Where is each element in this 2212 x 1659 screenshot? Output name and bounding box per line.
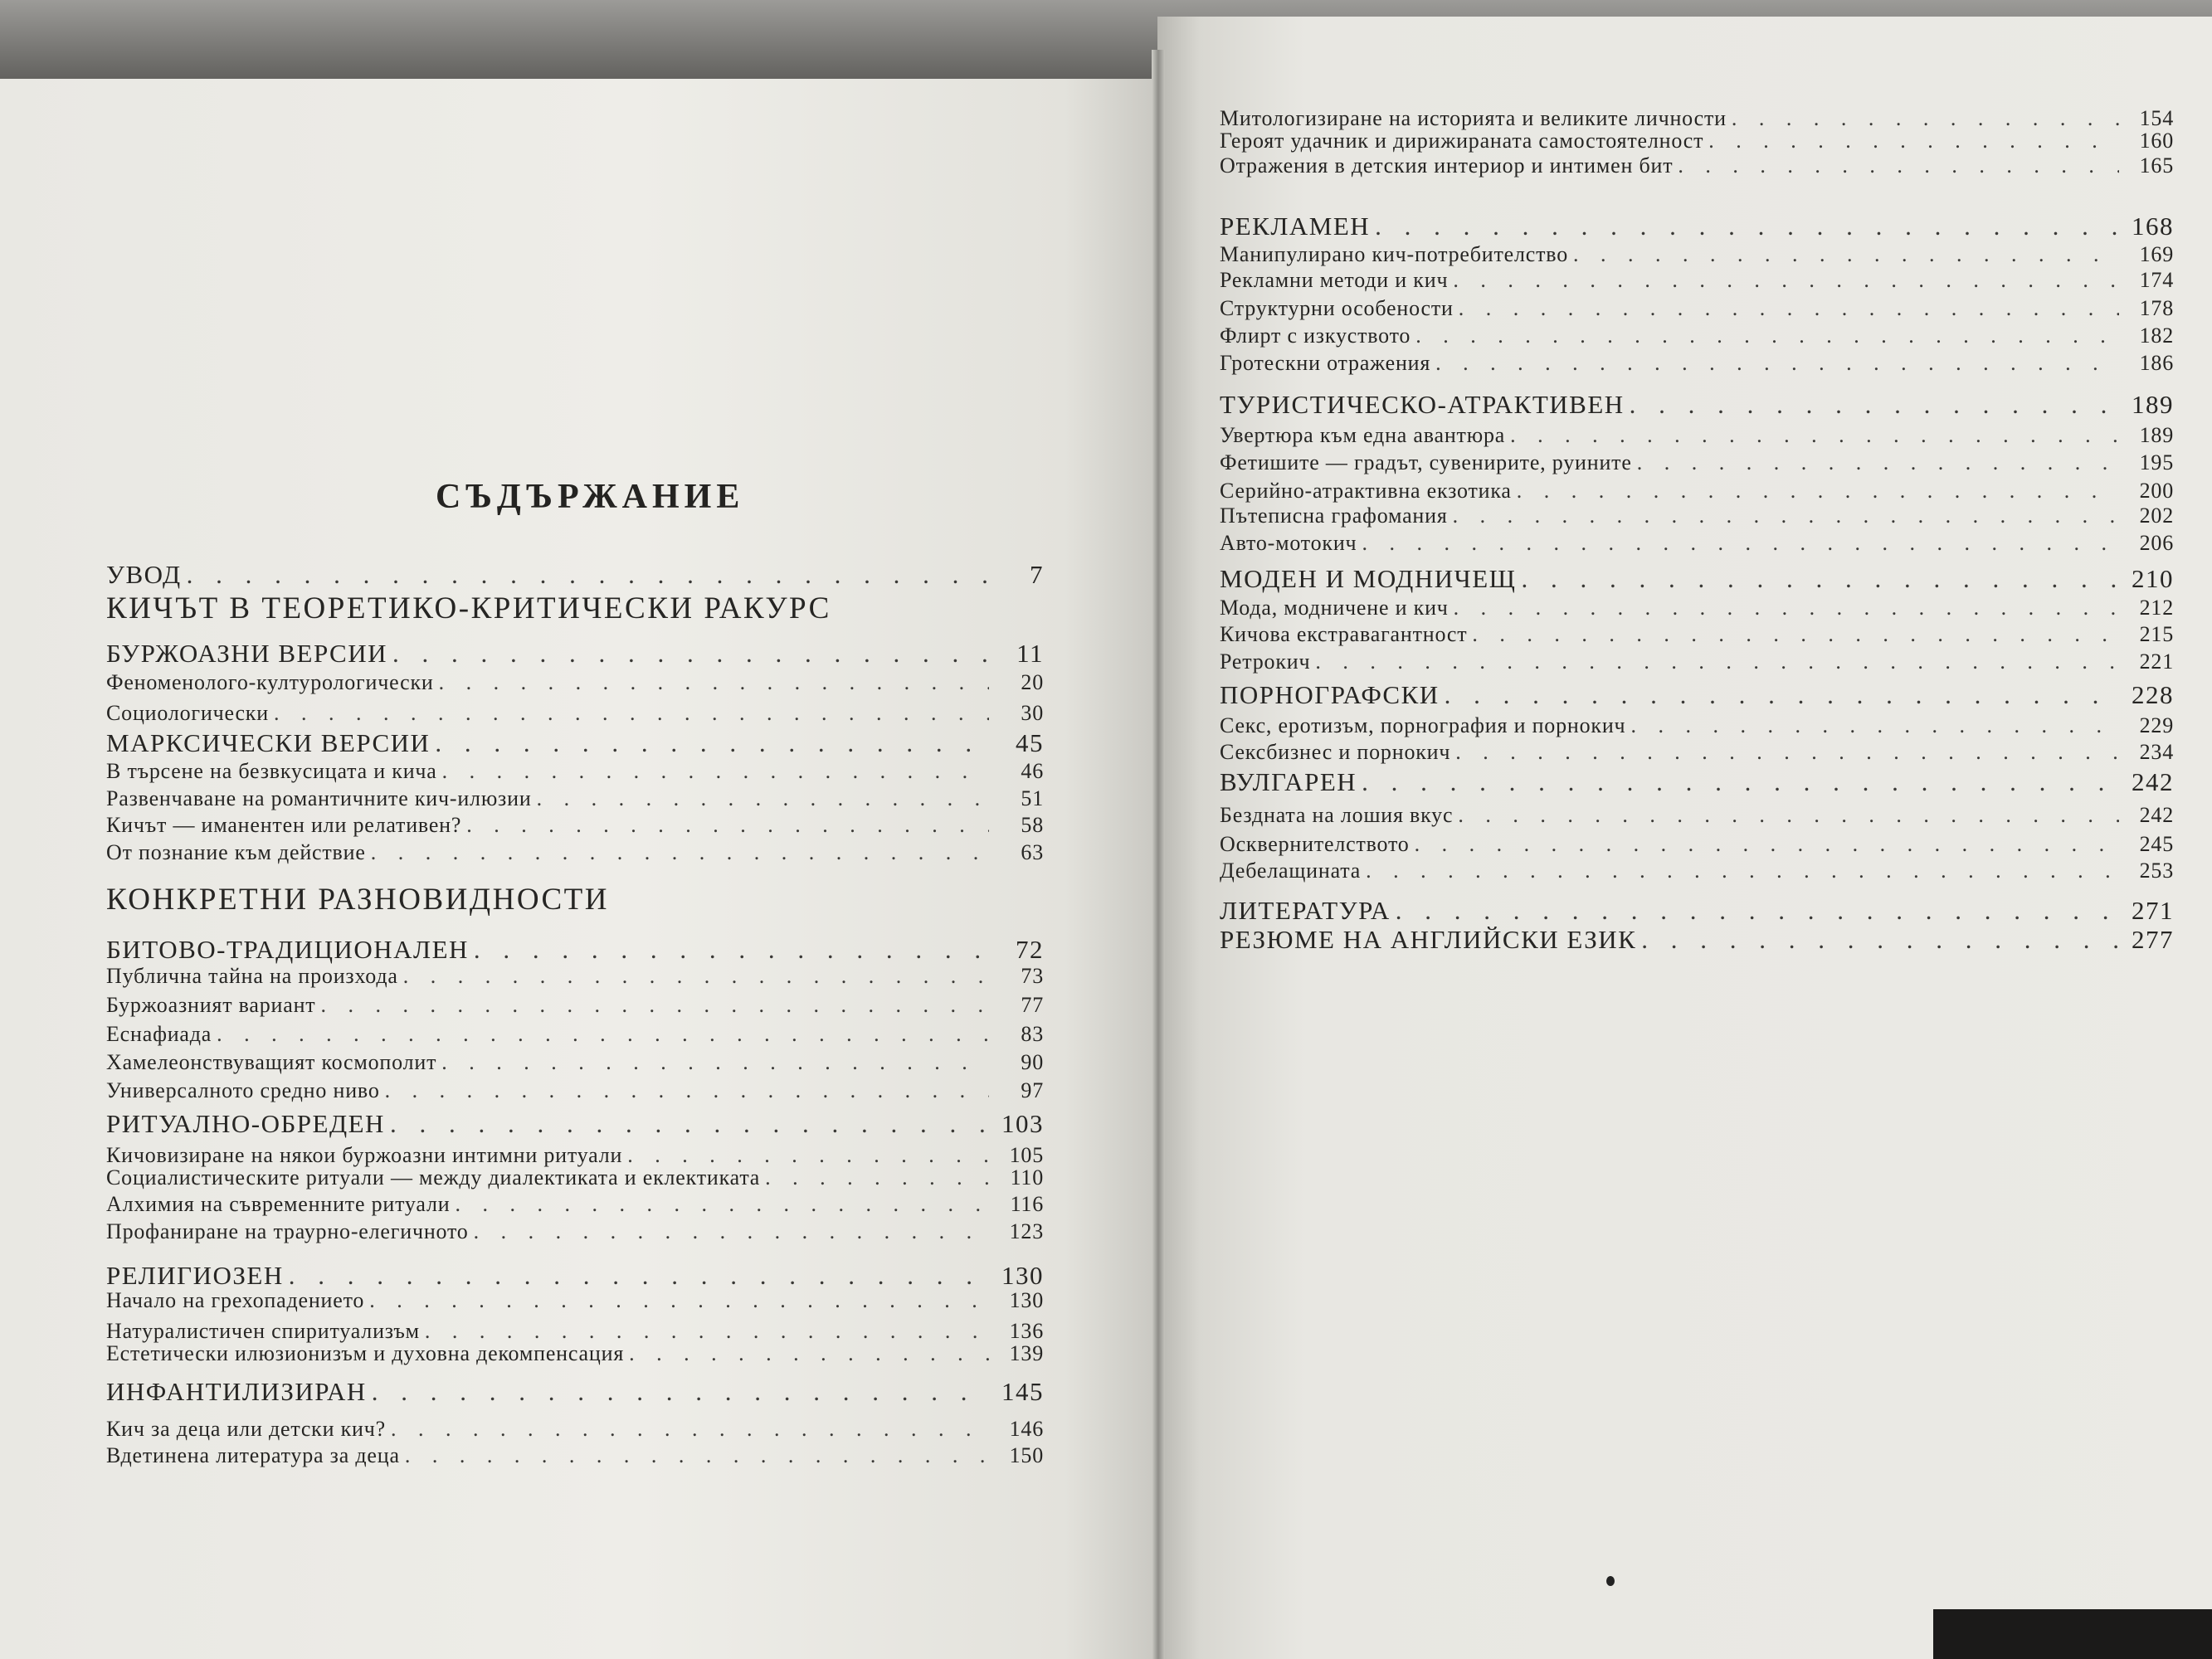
entry-title: Гротескни отражения	[1220, 351, 1431, 375]
toc-subsection	[106, 1192, 1044, 1217]
entry-title: Секс, еротизъм, порнография и порнокич	[1220, 713, 1626, 737]
dot-leader	[1630, 713, 2119, 738]
toc-subsection	[106, 670, 1044, 695]
entry-title: Серийно-атрактивна екзотика	[1220, 479, 1512, 503]
toc-subsection	[106, 1443, 1044, 1468]
page-number: 277	[2132, 925, 2174, 954]
entry-title: Натуралистичен спиритуализъм	[106, 1319, 420, 1343]
page-number: 245	[2139, 832, 2174, 856]
page-number: 242	[2139, 803, 2174, 827]
page-number: 7	[1030, 560, 1044, 589]
dot-leader	[369, 1288, 989, 1313]
toc-part-heading	[106, 591, 1044, 626]
entry-title: Профаниране на траурно-елегичното	[106, 1219, 469, 1243]
entry-title: ЛИТЕРАТУРА	[1220, 896, 1391, 925]
dot-leader	[1366, 859, 2119, 883]
entry-title: Дебелащината	[1220, 859, 1362, 883]
dot-leader	[1453, 504, 2119, 528]
page-number: 97	[1021, 1078, 1044, 1102]
entry-title: Ретрокич	[1220, 649, 1311, 674]
dot-leader	[466, 813, 989, 838]
entry-title: Манипулирано кич-потребителство	[1220, 242, 1568, 266]
dot-leader	[405, 1443, 989, 1468]
dot-leader	[474, 1219, 989, 1244]
page-number: 195	[2139, 450, 2174, 474]
entry-title: В търсене на безвкусицата и кича	[106, 759, 437, 783]
page-number: 72	[1016, 935, 1044, 964]
toc-section	[1220, 390, 2174, 420]
dot-leader	[627, 1143, 989, 1168]
dot-leader	[1708, 129, 2119, 153]
page-number: 46	[1021, 759, 1044, 783]
toc-subsection	[106, 1341, 1044, 1366]
toc-section	[1220, 564, 2174, 594]
dot-leader	[1455, 740, 2119, 765]
toc-section	[106, 1377, 1044, 1407]
dot-leader	[1375, 212, 2119, 241]
toc-subsection	[1220, 740, 2174, 765]
page-number: 229	[2139, 713, 2174, 737]
entry-title: РЕКЛАМЕН	[1220, 212, 1371, 241]
dot-leader	[289, 1261, 989, 1291]
entry-title: ПОРНОГРАФСКИ	[1220, 680, 1440, 709]
toc-subsection	[106, 1219, 1044, 1244]
entry-title: Фетишите — градът, сувенирите, руините	[1220, 450, 1632, 474]
page-number: 110	[1010, 1165, 1044, 1190]
toc-subsection	[1220, 129, 2174, 153]
toc-section	[106, 1109, 1044, 1139]
entry-title: Структурни особености	[1220, 296, 1454, 320]
entry-title: ВУЛГАРЕН	[1220, 767, 1357, 796]
page-number: 160	[2139, 129, 2174, 153]
page-number: 242	[2132, 767, 2174, 796]
page-number: 154	[2139, 106, 2174, 130]
page-number: 51	[1021, 786, 1044, 810]
toc-part-heading	[106, 882, 1044, 917]
dot-leader	[372, 1377, 989, 1407]
page-number: 200	[2139, 479, 2174, 503]
page-number: 206	[2139, 531, 2174, 555]
page-number: 105	[1009, 1143, 1044, 1167]
toc-subsection	[1220, 859, 2174, 883]
entry-title: От познание към действие	[106, 840, 366, 864]
page-number: 234	[2139, 740, 2174, 764]
page-number: 189	[2139, 423, 2174, 447]
dot-leader	[1415, 832, 2119, 857]
entry-title: Митологизиране на историята и великите личности	[1220, 106, 1727, 130]
toc-subsection	[1220, 450, 2174, 475]
page-number: 73	[1021, 964, 1044, 988]
toc-subsection	[106, 1143, 1044, 1168]
toc-section	[1220, 212, 2174, 241]
page-number: 189	[2132, 390, 2174, 419]
page-number: 145	[1001, 1377, 1044, 1406]
dot-leader	[1435, 351, 2119, 376]
dot-leader	[217, 1022, 989, 1047]
entry-title: Сексбизнес и порнокич	[1220, 740, 1451, 764]
page-number: 182	[2139, 324, 2174, 348]
entry-title: Авто-мотокич	[1220, 531, 1357, 555]
toc-subsection	[1220, 622, 2174, 647]
page-number: 77	[1021, 993, 1044, 1017]
dot-leader	[1521, 564, 2119, 594]
dot-leader	[1517, 479, 2119, 504]
page-number: 63	[1021, 840, 1044, 864]
dot-leader	[474, 935, 989, 965]
toc-section	[1220, 925, 2174, 955]
entry-title: РИТУАЛНО-ОБРЕДЕН	[106, 1109, 385, 1138]
page-number: 45	[1016, 728, 1044, 757]
book-gutter	[1152, 50, 1165, 1659]
entry-title: РЕЗЮМЕ НА АНГЛИЙСКИ ЕЗИК	[1220, 925, 1637, 954]
toc-subsection	[106, 1319, 1044, 1344]
entry-title: ИНФАНТИЛИЗИРАН	[106, 1377, 367, 1406]
page-number: 221	[2139, 649, 2174, 674]
toc-subsection	[1220, 106, 2174, 131]
entry-title: Развенчаване на романтичните кич-илюзии	[106, 786, 532, 810]
dot-leader	[629, 1341, 989, 1366]
page-number: 178	[2139, 296, 2174, 320]
page-number: 116	[1010, 1192, 1044, 1216]
page-number: 146	[1009, 1417, 1044, 1441]
entry-title: Начало на грехопадението	[106, 1288, 365, 1312]
dot-leader	[187, 560, 989, 590]
dot-leader	[1315, 649, 2119, 674]
dot-leader	[1459, 296, 2119, 321]
toc-subsection	[106, 786, 1044, 811]
toc-heading: СЪДЪРЖАНИЕ	[436, 478, 745, 516]
toc-subsection	[1220, 242, 2174, 267]
dot-leader	[425, 1319, 989, 1344]
dot-leader	[1630, 390, 2119, 420]
toc-subsection	[106, 964, 1044, 989]
toc-subsection	[106, 1050, 1044, 1075]
entry-title: Еснафиада	[106, 1022, 212, 1046]
dot-leader	[1415, 324, 2119, 348]
toc-section	[1220, 767, 2174, 797]
entry-title: Пътеписна графомания	[1220, 504, 1448, 528]
page-number: 212	[2139, 596, 2174, 620]
page-number: 228	[2132, 680, 2174, 709]
page-number: 174	[2139, 268, 2174, 292]
page-number: 130	[1001, 1261, 1044, 1290]
toc-subsection	[106, 1022, 1044, 1047]
entry-title: ТУРИСТИЧЕСКО-АТРАКТИВЕН	[1220, 390, 1625, 419]
page-number: 186	[2139, 351, 2174, 375]
toc-subsection	[1220, 832, 2174, 857]
toc-subsection	[1220, 713, 2174, 738]
entry-title: Увертюра към една авантюра	[1220, 423, 1506, 447]
toc-section	[1220, 680, 2174, 710]
dot-leader	[537, 786, 989, 811]
dot-leader	[455, 1192, 989, 1217]
toc-subsection	[106, 1165, 1044, 1190]
page-number: 20	[1021, 670, 1044, 694]
toc-subsection	[106, 1078, 1044, 1103]
toc-subsection	[106, 1417, 1044, 1442]
toc-subsection	[1220, 803, 2174, 828]
entry-title: МАРКСИЧЕСКИ ВЕРСИИ	[106, 728, 431, 757]
page-number: 150	[1009, 1443, 1044, 1467]
page-number: 130	[1009, 1288, 1044, 1312]
entry-title: Социалистическите ритуали — между диалектиката и еклектиката	[106, 1165, 761, 1190]
entry-title: Мода, модничене и кич	[1220, 596, 1449, 620]
page-number: 58	[1021, 813, 1044, 837]
page-number: 136	[1009, 1319, 1044, 1343]
entry-title: Бездната на лошия вкус	[1220, 803, 1454, 827]
dot-leader	[1678, 153, 2119, 178]
toc-subsection	[1220, 531, 2174, 556]
toc-subsection	[106, 1288, 1044, 1313]
toc-section	[106, 639, 1044, 669]
entry-title: Кичът — иманентен или релативен?	[106, 813, 462, 837]
entry-title: Героят удачник и дирижираната самостоятелност	[1220, 129, 1704, 153]
entry-title: Кич за деца или детски кич?	[106, 1417, 386, 1441]
dot-leader	[439, 670, 989, 695]
entry-title: Кичова екстравагантност	[1220, 622, 1468, 646]
dot-leader	[403, 964, 989, 989]
toc-subsection	[1220, 423, 2174, 448]
entry-title: Отражения в детския интериор и интимен бит	[1220, 153, 1674, 178]
dot-leader	[385, 1078, 989, 1103]
dot-leader	[1641, 925, 2119, 955]
dot-leader	[1732, 106, 2119, 131]
toc-subsection	[1220, 649, 2174, 674]
dot-leader	[320, 993, 989, 1018]
dot-leader	[765, 1165, 989, 1190]
entry-title: УВОД	[106, 560, 182, 589]
page-number: 103	[1001, 1109, 1044, 1138]
entry-title: Флирт с изкуството	[1220, 324, 1411, 348]
entry-title: Социологически	[106, 701, 269, 725]
page-number: 139	[1009, 1341, 1044, 1365]
page-number: 168	[2132, 212, 2174, 241]
toc-subsection	[106, 993, 1044, 1018]
entry-title: БИТОВО-ТРАДИЦИОНАЛЕН	[106, 935, 469, 964]
entry-title: Хамелеонствуващият космополит	[106, 1050, 437, 1074]
dot-leader	[274, 701, 989, 726]
page-number: 165	[2139, 153, 2174, 178]
entry-title: БУРЖОАЗНИ ВЕРСИИ	[106, 639, 388, 668]
page-number: 30	[1021, 701, 1044, 725]
dot-leader	[1396, 896, 2119, 926]
page-number: 169	[2139, 242, 2174, 266]
page-number: 202	[2139, 504, 2174, 528]
toc-section	[106, 560, 1044, 590]
page-number: 123	[1009, 1219, 1044, 1243]
dot-leader	[435, 728, 989, 758]
ink-spot	[1606, 1576, 1615, 1586]
dot-leader	[1362, 531, 2119, 556]
dot-leader	[441, 1050, 989, 1075]
toc-subsection	[1220, 153, 2174, 178]
page-number: 253	[2139, 859, 2174, 883]
toc-section	[106, 728, 1044, 758]
entry-title: Алхимия на съвременните ритуали	[106, 1192, 451, 1216]
page-number: 271	[2132, 896, 2174, 925]
entry-title: Публична тайна на произхода	[106, 964, 398, 988]
dot-leader	[391, 1417, 989, 1442]
toc-subsection	[106, 840, 1044, 865]
toc-subsection	[1220, 324, 2174, 348]
toc-subsection	[1220, 268, 2174, 293]
dot-leader	[371, 840, 989, 865]
bookmark-strip	[1933, 1609, 2212, 1659]
toc-subsection	[1220, 296, 2174, 321]
page-number: 210	[2132, 564, 2174, 593]
entry-title: МОДЕН И МОДНИЧЕЩ	[1220, 564, 1517, 593]
entry-title: Универсалното средно ниво	[106, 1078, 380, 1102]
dot-leader	[1458, 803, 2119, 828]
toc-section	[106, 1261, 1044, 1291]
entry-title: Кичовизиране на някои буржоазни интимни ритуали	[106, 1143, 623, 1167]
dot-leader	[442, 759, 989, 784]
dot-leader	[1472, 622, 2119, 647]
toc-section	[106, 935, 1044, 965]
entry-title: Вдетинена литература за деца	[106, 1443, 400, 1467]
toc-subsection	[106, 813, 1044, 838]
toc-subsection	[1220, 479, 2174, 504]
entry-title: Естетически илюзионизъм и духовна декомпенсация	[106, 1341, 625, 1365]
page-number: 83	[1021, 1022, 1044, 1046]
entry-title: Феноменолого-културологически	[106, 670, 434, 694]
dot-leader	[1510, 423, 2119, 448]
dot-leader	[1573, 242, 2119, 267]
entry-title: Буржоазният вариант	[106, 993, 316, 1017]
toc-subsection	[1220, 351, 2174, 376]
entry-title: РЕЛИГИОЗЕН	[106, 1261, 284, 1290]
dot-leader	[1637, 450, 2119, 475]
toc-subsection	[1220, 596, 2174, 620]
toc-subsection	[1220, 504, 2174, 528]
toc-subsection	[106, 701, 1044, 726]
page-number: 215	[2139, 622, 2174, 646]
entry-title: Рекламни методи и кич	[1220, 268, 1449, 292]
dot-leader	[392, 639, 989, 669]
dot-leader	[1453, 268, 2119, 293]
toc-subsection	[106, 759, 1044, 784]
dot-leader	[1445, 680, 2119, 710]
entry-title: Осквернителството	[1220, 832, 1410, 856]
page-number: 90	[1021, 1050, 1044, 1074]
toc-section	[1220, 896, 2174, 926]
dot-leader	[390, 1109, 989, 1139]
dot-leader	[1362, 767, 2119, 797]
page-number: 11	[1016, 639, 1044, 668]
entry-title: КОНКРЕТНИ РАЗНОВИДНОСТИ	[106, 883, 609, 917]
dot-leader	[1454, 596, 2119, 620]
entry-title: КИЧЪТ В ТЕОРЕТИКО-КРИТИЧЕСКИ РАКУРС	[106, 591, 831, 625]
